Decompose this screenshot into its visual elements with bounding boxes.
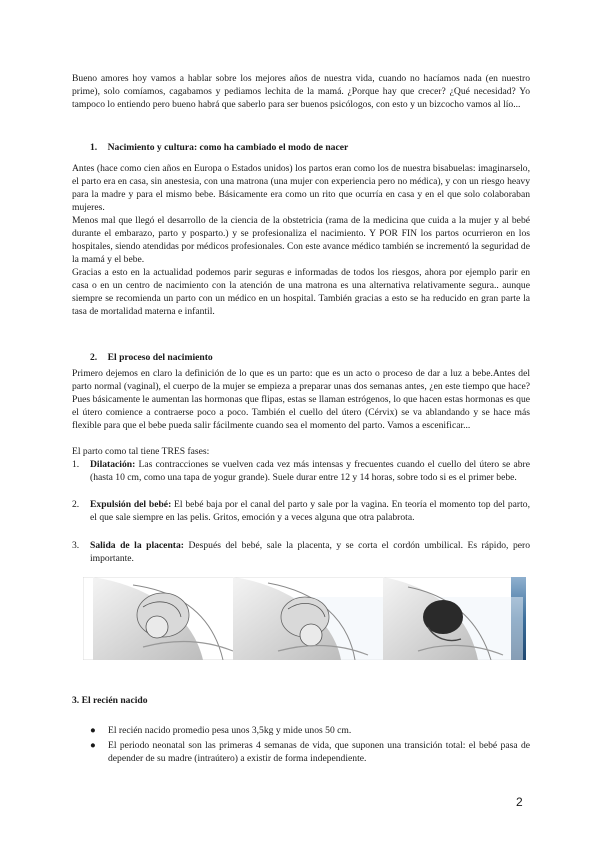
phase-2-text: El bebé baja por el canal del parto y sale por la vagina. En teoría el momento top del parto, el que sale siempre en las pelis. Gritos, emoción y a veces alguna que otra palabrota. bbox=[90, 499, 530, 524]
phase-3-name: Salida de la placenta: bbox=[90, 540, 184, 551]
section-1-heading bbox=[90, 141, 348, 154]
section-1-title: Nacimiento y cultura: como ha cambiado el modo de nacer bbox=[107, 142, 349, 153]
bullet-item-2 bbox=[90, 739, 530, 765]
section-2-number: 2. bbox=[90, 352, 98, 363]
phase-2-number: 2. bbox=[72, 499, 80, 510]
phase-1-text: Las contracciones se vuelven cada vez más intensas y frecuentes cuando el cuello del útero se abre (hasta 10 cm, como una tapa de yogur grande). Suele durar entre 12 y 14 horas, sobre todo si es el primer bebe. bbox=[90, 459, 530, 484]
bullet-2-text: El periodo neonatal son las primeras 4 semanas de vida, que suponen una transición total: el bebé pasa de depender de su madre (intraútero) a existir de forma independiente. bbox=[108, 740, 530, 765]
bullet-dot-icon: ● bbox=[90, 740, 96, 751]
section-1-number: 1. bbox=[90, 142, 98, 153]
phase-1-name: Dilatación: bbox=[90, 459, 136, 470]
phases-intro: El parto como tal tiene TRES fases: bbox=[72, 446, 210, 457]
phase-item-3 bbox=[72, 539, 530, 565]
section-2-paragraph: Primero dejemos en claro la definición de lo que es un parto: que es un acto o proceso de dar a luz a bebe.Antes del parto normal (vaginal), el cuerpo de la mujer se empieza a preparar unas dos semanas antes, ¿en este tiempo que hace? Pues básicamente le aumentan las hormonas que flipas, estas se llaman estrógenos, lo que hacen estas hormonas es que el útero comience a contraerse poco a poco. También el cuello del útero (Cérvix) se va ablandando y se hace más flexible para que el bebe pueda salir fácilmente cuando sea el momento del parto. Vamos a escenificar... bbox=[72, 368, 530, 432]
birth-stages-illustration bbox=[83, 577, 526, 660]
intro-paragraph: Bueno amores hoy vamos a hablar sobre los mejores años de nuestra vida, cuando no hacíamos nada (en nuestro prime), solo comíamos, cagabamos y pediamos lechita de la mamá. ¿Porque hay que crecer? ¿Qué necesidad? Yo tampoco lo entiendo pero bueno habrá que saberlo para ser buenos psicólogos, con esto y un bizcocho vamos al lío... bbox=[72, 73, 530, 111]
section-3-heading: 3. El recién nacido bbox=[72, 695, 148, 706]
phase-3-text: Después del bebé, sale la placenta, y se corta el cordón umbilical. Es rápido, pero importante. bbox=[90, 540, 530, 565]
phase-3-number: 3. bbox=[72, 540, 80, 551]
section-1-paragraph-3: Gracias a esto en la actualidad podemos parir seguras e informadas de todos los riesgos, ahora por ejemplo parir en casa o en un centro de nacimiento con la atención de una matrona es una alternativa relativamente segura.. aunque siempre se recomienda un parto con un médico en un hospital. También gracias a esto se ha reducido en gran parte la tasa de mortalidad materna e infantil. bbox=[72, 267, 530, 318]
phase-item-2 bbox=[72, 498, 530, 524]
bullet-item-1 bbox=[90, 724, 530, 737]
section-1-paragraph-1: Antes (hace como cien años en Europa o Estados unidos) los partos eran como los de nuestra bisabuelas: imaginarselo, el parto era en casa, sin anestesia, con una matrona (una mujer con experiencia pero no médica), y con un riesgo heavy para la madre y para el mismo bebe. Básicamente era como un rito que ocurría en casa y en el que solo colaboraban mujeres. bbox=[72, 163, 530, 214]
section-2-heading bbox=[90, 351, 213, 364]
bullet-1-text: El recién nacido promedio pesa unos 3,5kg y mide unos 50 cm. bbox=[108, 725, 352, 736]
phase-1-number: 1. bbox=[72, 459, 80, 470]
phase-item-1 bbox=[72, 458, 530, 484]
page-number: 2 bbox=[516, 795, 523, 809]
section-2-title: El proceso del nacimiento bbox=[107, 352, 213, 363]
bullet-dot-icon: ● bbox=[90, 725, 96, 736]
phase-2-name: Expulsión del bebé: bbox=[90, 499, 172, 510]
section-1-paragraph-2: Menos mal que llegó el desarrollo de la ciencia de la obstetricia (rama de la medicina que cuida a la mujer y al bebé durante el embarazo, parto y posparto.) y se profesionaliza el nacimiento. Y POR FIN los partos ocurrieron en los hospitales, siendo atendidas por médicos profesionales. Con este avance médico también se incrementó la seguridad de la mamá y el bebe. bbox=[72, 215, 530, 266]
